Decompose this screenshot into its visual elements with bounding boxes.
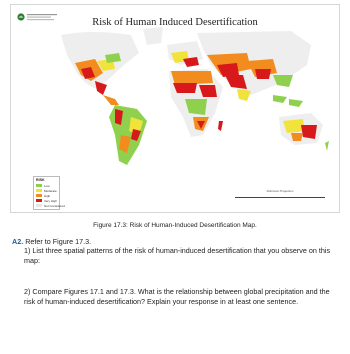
legend-swatch (36, 199, 42, 202)
legend-title: RISK (36, 178, 45, 182)
scale-bar (235, 197, 325, 198)
legend-label: Low (44, 183, 50, 188)
map-legend (33, 176, 65, 210)
world-map-graphic (11, 25, 340, 175)
legend-label: High (44, 193, 51, 198)
desertification-map (10, 4, 340, 213)
legend-swatch (36, 184, 42, 187)
legend-swatch (36, 189, 42, 192)
legend-swatch (36, 194, 42, 197)
legend-swatch (36, 204, 42, 207)
legend-label: Not Considered (44, 203, 65, 208)
figure-caption: Figure 17.3: Risk of Human-Induced Desertification Map. (93, 222, 257, 229)
question-header (12, 237, 342, 246)
question-block (12, 237, 342, 306)
question-item-2: 2) Compare Figures 17.1 and 17.3. What is the relationship between global precipitation and the risk of human-induced desertification? Explain your response in at least one sentence. (24, 287, 330, 306)
legend-label: Very High (44, 198, 58, 203)
question-label: A2. (12, 237, 24, 246)
question-item-1: 1) List three spatial patterns of the risk of human-induced desertification that you observe on this map: (24, 246, 331, 265)
legend-item (36, 203, 65, 208)
question-intro: Refer to Figure 17.3. (25, 237, 92, 246)
legend-label: Moderate (44, 188, 57, 193)
map-scale (235, 189, 325, 198)
map-title: Risk of Human Induced Desertification (92, 17, 258, 28)
scale-title: Robinson Projection (266, 189, 294, 193)
